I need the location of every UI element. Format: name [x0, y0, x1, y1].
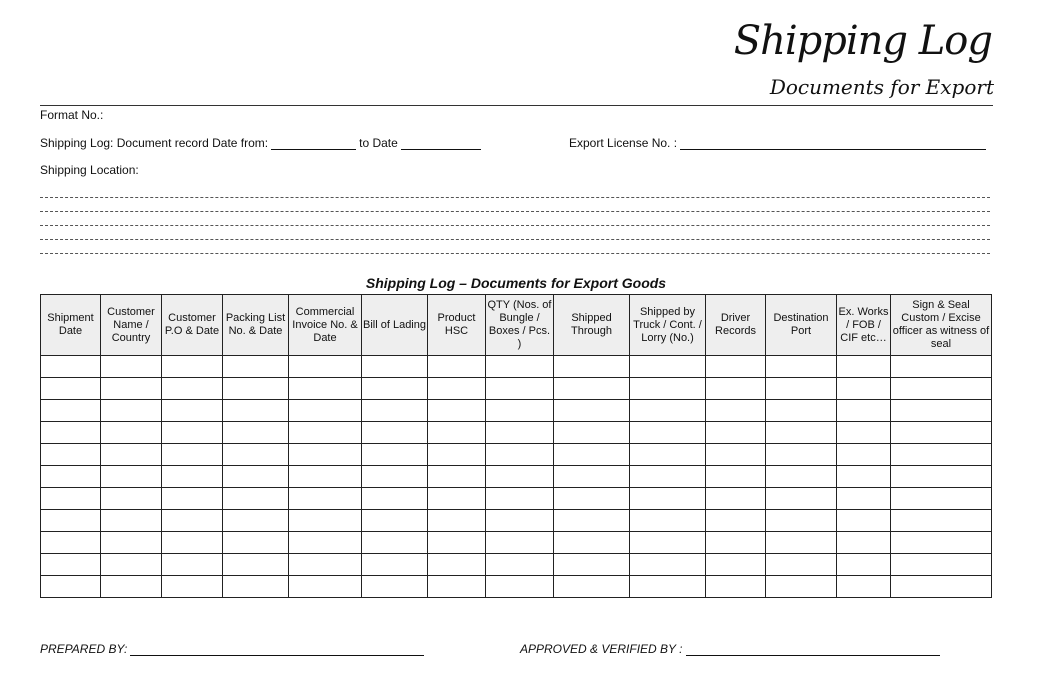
table-cell[interactable]: [162, 576, 223, 598]
table-cell[interactable]: [486, 466, 554, 488]
table-cell[interactable]: [766, 510, 837, 532]
table-cell[interactable]: [223, 400, 289, 422]
table-cell[interactable]: [706, 400, 766, 422]
table-cell[interactable]: [554, 510, 630, 532]
table-cell[interactable]: [630, 422, 706, 444]
table-cell[interactable]: [486, 356, 554, 378]
table-cell[interactable]: [162, 466, 223, 488]
table-row: [41, 356, 992, 378]
table-cell[interactable]: [162, 356, 223, 378]
format-no-label: Format No.:: [40, 108, 104, 122]
table-cell[interactable]: [362, 422, 428, 444]
column-header: Product HSC: [428, 295, 486, 356]
table-cell[interactable]: [837, 466, 891, 488]
table-cell[interactable]: [223, 488, 289, 510]
table-cell[interactable]: [837, 554, 891, 576]
table-cell[interactable]: [486, 378, 554, 400]
table-cell[interactable]: [362, 576, 428, 598]
table-cell[interactable]: [766, 488, 837, 510]
table-cell[interactable]: [289, 378, 362, 400]
table-cell[interactable]: [162, 532, 223, 554]
column-header: Packing List No. & Date: [223, 295, 289, 356]
table-cell[interactable]: [706, 532, 766, 554]
table-cell[interactable]: [706, 422, 766, 444]
table-cell[interactable]: [289, 576, 362, 598]
document-subtitle: Documents for Export: [769, 75, 994, 99]
table-cell[interactable]: [630, 510, 706, 532]
table-cell[interactable]: [41, 422, 101, 444]
table-cell[interactable]: [428, 378, 486, 400]
table-title: Shipping Log – Documents for Export Goods: [365, 275, 667, 291]
shipping-log-table: [40, 294, 992, 598]
table-row: [41, 378, 992, 400]
table-header-row: [41, 295, 992, 356]
table-cell[interactable]: [101, 510, 162, 532]
table-cell[interactable]: [289, 532, 362, 554]
location-line-1[interactable]: [40, 197, 990, 198]
table-cell[interactable]: [766, 554, 837, 576]
table-cell[interactable]: [428, 466, 486, 488]
table-cell[interactable]: [554, 378, 630, 400]
table-cell[interactable]: [486, 554, 554, 576]
table-cell[interactable]: [362, 554, 428, 576]
table-cell[interactable]: [554, 444, 630, 466]
column-header: QTY (Nos. of Bungle / Boxes / Pcs. ): [486, 295, 554, 356]
table-cell[interactable]: [706, 576, 766, 598]
table-cell[interactable]: [486, 422, 554, 444]
location-line-3[interactable]: [40, 225, 990, 226]
header-divider: [40, 105, 993, 106]
table-cell[interactable]: [223, 422, 289, 444]
table-cell[interactable]: [428, 510, 486, 532]
table-cell[interactable]: [41, 532, 101, 554]
export-license-blank[interactable]: [680, 138, 986, 150]
table-cell[interactable]: [486, 532, 554, 554]
table-cell[interactable]: [362, 400, 428, 422]
table-cell[interactable]: [486, 488, 554, 510]
table-cell[interactable]: [766, 466, 837, 488]
table-cell[interactable]: [362, 444, 428, 466]
location-line-2[interactable]: [40, 211, 990, 212]
table-cell[interactable]: [289, 488, 362, 510]
table-cell[interactable]: [891, 422, 992, 444]
table-cell[interactable]: [837, 378, 891, 400]
table-cell[interactable]: [101, 554, 162, 576]
table-cell[interactable]: [101, 466, 162, 488]
column-header: Destination Port: [766, 295, 837, 356]
table-cell[interactable]: [223, 378, 289, 400]
table-cell[interactable]: [428, 488, 486, 510]
table-cell[interactable]: [891, 510, 992, 532]
table-cell[interactable]: [162, 444, 223, 466]
column-header: Commercial Invoice No. & Date: [289, 295, 362, 356]
table-cell[interactable]: [223, 510, 289, 532]
table-cell[interactable]: [837, 488, 891, 510]
table-cell[interactable]: [289, 422, 362, 444]
column-header: Driver Records: [706, 295, 766, 356]
table-cell[interactable]: [428, 554, 486, 576]
table-cell[interactable]: [891, 554, 992, 576]
table-cell[interactable]: [101, 378, 162, 400]
table-cell[interactable]: [41, 466, 101, 488]
location-line-5[interactable]: [40, 253, 990, 254]
table-cell[interactable]: [630, 488, 706, 510]
table-cell[interactable]: [891, 488, 992, 510]
table-cell[interactable]: [162, 422, 223, 444]
table-cell[interactable]: [41, 576, 101, 598]
table-cell[interactable]: [101, 356, 162, 378]
table-cell[interactable]: [837, 576, 891, 598]
table-cell[interactable]: [837, 400, 891, 422]
table-cell[interactable]: [554, 488, 630, 510]
table-cell[interactable]: [101, 400, 162, 422]
table-cell[interactable]: [101, 422, 162, 444]
table-cell[interactable]: [630, 466, 706, 488]
column-header: Bill of Lading: [362, 295, 428, 356]
prepared-by-blank[interactable]: [130, 644, 424, 656]
shipping-location-label: Shipping Location:: [40, 163, 139, 177]
table-row: [41, 576, 992, 598]
table-cell[interactable]: [362, 510, 428, 532]
table-cell[interactable]: [289, 444, 362, 466]
table-cell[interactable]: [428, 400, 486, 422]
date-from-label: Shipping Log: Document record Date from:: [40, 136, 269, 150]
table-cell[interactable]: [223, 466, 289, 488]
table-cell[interactable]: [891, 356, 992, 378]
table-cell[interactable]: [554, 554, 630, 576]
table-cell[interactable]: [428, 532, 486, 554]
table-cell[interactable]: [554, 576, 630, 598]
table-cell[interactable]: [706, 510, 766, 532]
table-cell[interactable]: [766, 378, 837, 400]
table-cell[interactable]: [837, 510, 891, 532]
table-cell[interactable]: [766, 444, 837, 466]
table-cell[interactable]: [362, 532, 428, 554]
column-header: Customer Name / Country: [101, 295, 162, 356]
table-cell[interactable]: [837, 422, 891, 444]
table-cell[interactable]: [362, 466, 428, 488]
approved-by-label: APPROVED & VERIFIED BY :: [520, 642, 683, 656]
table-row: [41, 510, 992, 532]
table-cell[interactable]: [486, 400, 554, 422]
table-cell[interactable]: [766, 576, 837, 598]
table-cell[interactable]: [706, 444, 766, 466]
table-cell[interactable]: [223, 444, 289, 466]
table-cell[interactable]: [554, 356, 630, 378]
table-cell[interactable]: [223, 356, 289, 378]
table-cell[interactable]: [289, 510, 362, 532]
table-cell[interactable]: [486, 510, 554, 532]
table-cell[interactable]: [362, 378, 428, 400]
table-cell[interactable]: [891, 466, 992, 488]
table-cell[interactable]: [766, 532, 837, 554]
table-cell[interactable]: [289, 400, 362, 422]
table-cell[interactable]: [837, 444, 891, 466]
table-cell[interactable]: [630, 576, 706, 598]
table-cell[interactable]: [428, 576, 486, 598]
export-license-row: [569, 136, 989, 150]
table-cell[interactable]: [101, 488, 162, 510]
table-cell[interactable]: [706, 356, 766, 378]
table-cell[interactable]: [837, 356, 891, 378]
table-cell[interactable]: [101, 444, 162, 466]
table-cell[interactable]: [766, 422, 837, 444]
table-cell[interactable]: [223, 532, 289, 554]
table-cell[interactable]: [41, 356, 101, 378]
location-line-4[interactable]: [40, 239, 990, 240]
column-header: Customer P.O & Date: [162, 295, 223, 356]
table-cell[interactable]: [486, 444, 554, 466]
table-row: [41, 554, 992, 576]
column-header: Shipment Date: [41, 295, 101, 356]
to-date-blank[interactable]: [401, 138, 481, 150]
column-header: Shipped by Truck / Cont. / Lorry (No.): [630, 295, 706, 356]
table-cell[interactable]: [706, 488, 766, 510]
table-row: [41, 422, 992, 444]
table-cell[interactable]: [289, 554, 362, 576]
table-cell[interactable]: [41, 488, 101, 510]
table-cell[interactable]: [891, 400, 992, 422]
table-cell[interactable]: [891, 378, 992, 400]
table-cell[interactable]: [223, 576, 289, 598]
table-cell[interactable]: [41, 378, 101, 400]
table-row: [41, 444, 992, 466]
table-cell[interactable]: [706, 378, 766, 400]
table-body: [41, 356, 992, 598]
approved-by-blank[interactable]: [686, 644, 940, 656]
table-cell[interactable]: [706, 466, 766, 488]
table-cell[interactable]: [162, 554, 223, 576]
approved-by-row: [520, 642, 943, 656]
table-cell[interactable]: [101, 532, 162, 554]
table-cell[interactable]: [101, 576, 162, 598]
column-header: Shipped Through: [554, 295, 630, 356]
table-cell[interactable]: [891, 576, 992, 598]
export-license-label: Export License No. :: [569, 136, 678, 150]
table-cell[interactable]: [41, 400, 101, 422]
table-cell[interactable]: [362, 488, 428, 510]
table-cell[interactable]: [428, 444, 486, 466]
table-row: [41, 488, 992, 510]
table-cell[interactable]: [554, 422, 630, 444]
table-cell[interactable]: [766, 400, 837, 422]
table-cell[interactable]: [891, 532, 992, 554]
table-cell[interactable]: [289, 466, 362, 488]
table-cell[interactable]: [486, 576, 554, 598]
table-cell[interactable]: [630, 356, 706, 378]
table-cell[interactable]: [289, 356, 362, 378]
table-cell[interactable]: [630, 400, 706, 422]
table-cell[interactable]: [630, 554, 706, 576]
column-header: Ex. Works / FOB / CIF etc…: [837, 295, 891, 356]
table-cell[interactable]: [428, 356, 486, 378]
table-cell[interactable]: [162, 400, 223, 422]
table-cell[interactable]: [41, 444, 101, 466]
table-cell[interactable]: [554, 466, 630, 488]
table-cell[interactable]: [41, 510, 101, 532]
table-cell[interactable]: [706, 554, 766, 576]
date-from-blank[interactable]: [271, 138, 356, 150]
table-cell[interactable]: [766, 356, 837, 378]
table-cell[interactable]: [554, 400, 630, 422]
table-row: [41, 466, 992, 488]
table-cell[interactable]: [223, 554, 289, 576]
table-cell[interactable]: [162, 510, 223, 532]
table-cell[interactable]: [41, 554, 101, 576]
column-header: Sign & Seal Custom / Excise officer as witness of seal: [891, 295, 992, 356]
to-date-label: to Date: [359, 136, 398, 150]
table-row: [41, 532, 992, 554]
table-cell[interactable]: [630, 532, 706, 554]
table-cell[interactable]: [162, 378, 223, 400]
table-cell[interactable]: [162, 488, 223, 510]
table-cell[interactable]: [891, 444, 992, 466]
document-title: Shipping Log: [733, 18, 992, 64]
prepared-by-row: [40, 642, 427, 656]
table-cell[interactable]: [630, 378, 706, 400]
table-cell[interactable]: [630, 444, 706, 466]
table-row: [41, 400, 992, 422]
table-cell[interactable]: [837, 532, 891, 554]
table-cell[interactable]: [428, 422, 486, 444]
table-cell[interactable]: [554, 532, 630, 554]
date-range-row: [40, 136, 484, 150]
prepared-by-label: PREPARED BY:: [40, 642, 128, 656]
table-cell[interactable]: [362, 356, 428, 378]
